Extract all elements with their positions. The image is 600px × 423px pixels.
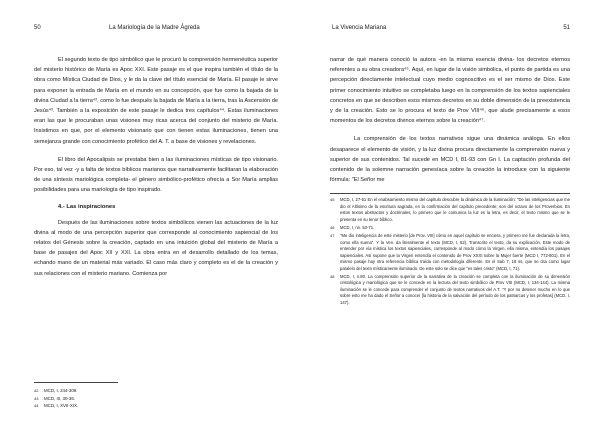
footnote-mark: 44 <box>34 403 39 408</box>
section-heading: 4.- Las inspiraciones <box>58 203 116 210</box>
left-paragraph-1: El segundo texto de tipo simbólico que le procuró la comprensión hermenéutica superior del misterio histórico de María es Apoc XXI. Este pasaje es el que inspira también el título de la obra como Mística Ciudad de Dios, y le da la clave del título esencial de María. El pasaje le sirve para exponer la entrada de María en el mundo en su concepción, que fue como la bajada de la divina Ciudad a la tierra⁴², como lo fue después la bajada de María a la tierra, tras la Ascensión de Jesús⁴³. También a la exposición de este pasaje le dedica tres capítulos⁴⁴. Estas iluminaciones eran las que le procuraban unas visiones muy ricas acerca del conjunto del misterio de María. Insistimos en que, por el elemento visionario que con tienen estas iluminaciones, tienen una semejanza grande con conocimiento profético del A. T. a base de visiones y revelaciones. <box>34 57 278 145</box>
footnote-mark: 42 <box>34 388 39 393</box>
footnote-text: "Me dio inteligencia de este misterio [de Prov. VIII] cómo en aquel capítulo se enciera, y primero me fue declarada la letra, como ella suena". Y la Ven. da literalmente el texto (MCD, I, 52). Transcrito el texto, da su explicación. Este modo de entender por vía mística los textos sapienciales, corresponde al modo cómo la Virgen, ella misma, entendía los pasajes sapienciales. Así supone que la Virgen entendía el contenido de Prov XXXI sobre la Mujer fuerte (MCD I, 772-801). En el mismo pasaje hay otra referencia bíblica traída con metodología diferente. Es el Sab 7, 18 ss, que se cita como lugar paralelo del texto místicamente iluminado. De este solo se dice que "es tales cristo" (MCD, I, 71). <box>340 233 570 271</box>
right-footnotes <box>330 193 570 306</box>
left-running-header <box>34 25 278 35</box>
left-page-number: 50 <box>34 25 41 31</box>
footnote-mark: 47 <box>330 233 335 239</box>
right-running-header <box>330 25 570 35</box>
footnote-mark: 46 <box>330 225 335 231</box>
footnote-text: MCD, I, XVII-XIX. <box>44 403 79 408</box>
footnote <box>330 225 570 231</box>
right-paragraph-2: La comprensión de los textos narrativos sigue una dinámica análoga. En ellos desaparece el elemento de visión, y la luz divina procura directamente la comprensión nueva y superior de sus contenidos. Tal sucede en MCD I, 81-93 con Gn I. La captación profunda del contenido de la solemne narración genesíaca sobre la creación la introduce con la siguiente fórmula: "El Señor me <box>330 136 570 184</box>
footnote-mark: 45 <box>330 197 335 203</box>
left-running-title: La Mariología de la Madre Ágreda <box>109 25 200 31</box>
right-page-number: 51 <box>563 25 570 31</box>
footnote <box>330 197 570 223</box>
footnote-text: MCD, I, nn. 53-71. <box>340 225 375 231</box>
footnote-text: MCD, I, 27-51 En el enabsamiento mismo del capítulo descubre la dinámica de la iluminación: "De las inteligencias que me dio el Altísimo de la escritura sagrada, en la confirmación del capítulo precedente; son del octavo de los Proverbios. En estos textos abstractos y doctrinales, lo primero que le comunica la luz es la letra, es decir, el texto mismo que se le presenta en su tenor bíblico. <box>340 197 570 222</box>
left-paragraph-3: Después de las iluminaciones sobre textos simbólicos vienen las actuaciones de la luz divina al modo de una percepción superior que corresponde al conocimiento sapiencial de los relatos del Génesis sobre la creación, captado en una intuición global del misterio de María a base de pasajes del Apoc XII y XXI. La obra entra en el desarrollo detallado de los temas, echando mano de un material más variado. El caso más claro y completo es el de la creación y sus relaciones con el misterio mariano. Comienza por <box>34 219 278 277</box>
right-paragraph-1: narrar de qué manera conoció la autora -en la misma esencia divina- los decretos eternos referentes a su obra creadora⁴⁵. Aquí, en lugar de la visión simbólica, el punto de partida es una percepción directamente intelectual cuyo medio cognoscitivo es el ser mismo de Dios. Este primer conocimiento intuitivo se completaba luego en la comprensión de los textos sapienciales concretos en que se describen esos mismos decretos en su doble dimensión de la preexistencia y de la creación. Esto se lo procura el texto de Prov VIII⁴⁶, que alude precisamente a esos momentos de los decretos divinos eternos sobre la creación⁴⁷. <box>330 57 570 125</box>
right-running-title: La Vivencia Mariana <box>332 25 387 31</box>
footnote <box>330 274 570 306</box>
footnote <box>330 233 570 271</box>
footnote <box>34 402 118 410</box>
footnote-text: MCD, I, 244-309. <box>44 388 78 393</box>
footnote-text: MCD, III, 30-36. <box>44 395 75 401</box>
footnote-mark: 48 <box>330 273 335 279</box>
footnote <box>34 395 118 403</box>
footnote-text: MCD, I, n.80. La comprensión superior de la narrativa de la creación se completa con la iluminación de su dimensión cristológica y mariológica que se le concede en la lectura del texto simbólico de Prov VIII (MCD, I, 134-144). La misma iluminación se le concede para comprender el conjunto de textos narrativos del A.T. "Y por no detener mucho en lo que sobre esto me ha dado el Señor a conocer [la historia de la salvación del período de los patriarcas y los profetas] (MCD, I, 147). <box>340 273 570 305</box>
footnote-mark: 43 <box>34 395 39 401</box>
footnote <box>34 387 118 395</box>
left-footnotes <box>34 382 118 410</box>
right-page <box>300 0 600 423</box>
left-paragraph-2: El libro del Apocalipsis se prestaba bien a las iluminaciones místicas de tipo visionario. Por eso, tal vez -y a falta de textos bíblicos marianos que narrativamente facilitaran la elaboración de una síntesis mariológica completa- el género simbólico-profético ofrecía a Sor María amplias posibilidades para una mariología de tipo inspirado. <box>34 156 278 194</box>
